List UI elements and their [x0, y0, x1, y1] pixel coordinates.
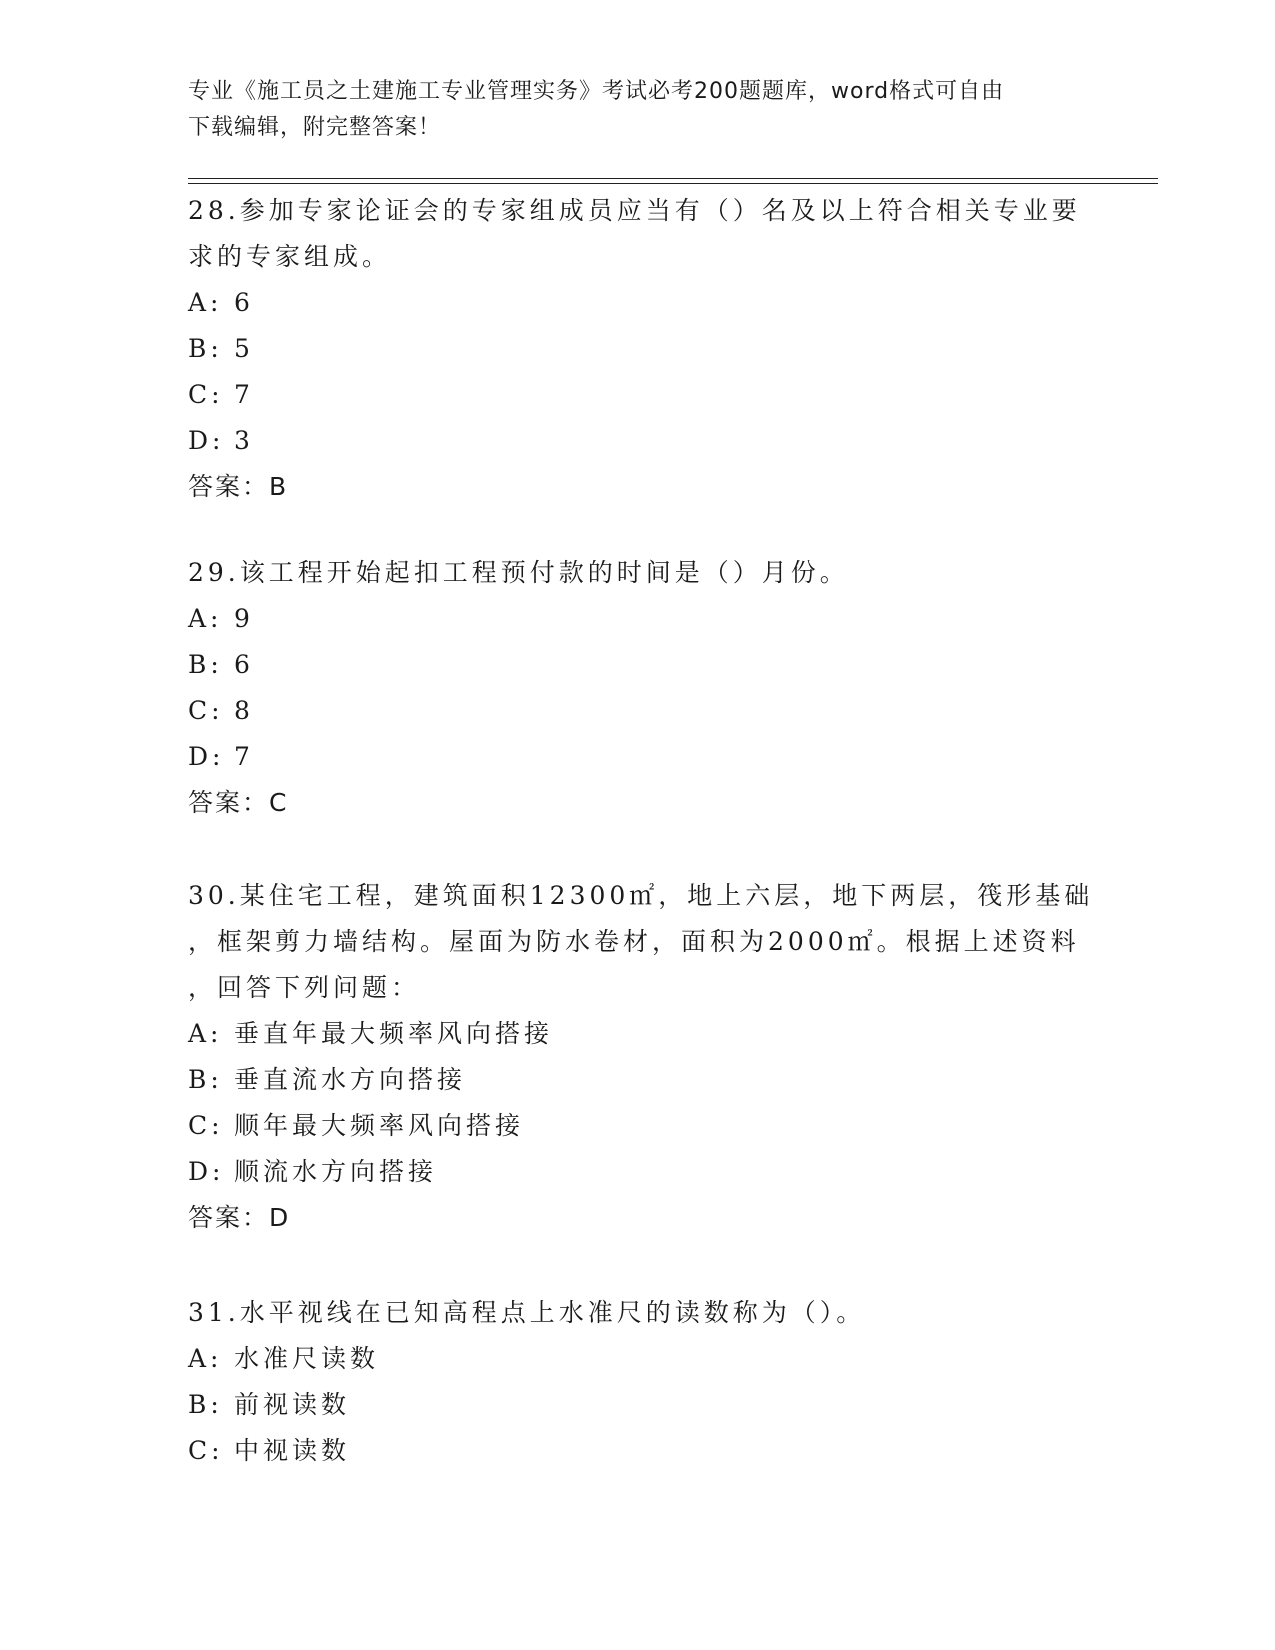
- option-d: [188, 1149, 1088, 1195]
- option-label: D:: [188, 742, 225, 771]
- question-29: [188, 550, 1088, 826]
- option-text: 垂直年最大频率风向搭接: [234, 1019, 554, 1048]
- question-28: [188, 188, 1088, 510]
- option-b: [188, 1382, 1088, 1428]
- option-text: 6: [234, 650, 254, 679]
- option-c: [188, 688, 1088, 734]
- option-d: [188, 418, 1088, 464]
- question-stem-line: 29.该工程开始起扣工程预付款的时间是（）月份。: [188, 558, 849, 587]
- question-stem-line: ，框架剪力墙结构。屋面为防水卷材，面积为2000㎡。根据上述资料: [188, 927, 1080, 956]
- option-text: 3: [234, 426, 254, 455]
- option-label: A:: [188, 1344, 223, 1373]
- option-a: [188, 280, 1088, 326]
- option-d: [188, 734, 1088, 780]
- option-text: 9: [234, 604, 254, 633]
- option-b: [188, 1057, 1088, 1103]
- option-c: [188, 1428, 1088, 1474]
- option-label: C:: [188, 696, 224, 725]
- header-line-1: 专业《施工员之土建施工专业管理实务》考试必考200题题库，word格式可自由: [188, 79, 1005, 104]
- option-label: A:: [188, 288, 223, 317]
- option-text: 水准尺读数: [234, 1344, 380, 1373]
- option-text: 中视读数: [234, 1436, 351, 1465]
- answer: 答案：D: [188, 1203, 291, 1232]
- option-a: [188, 1336, 1088, 1382]
- option-label: B:: [188, 1065, 223, 1094]
- question-30: [188, 873, 1094, 1241]
- option-label: D:: [188, 1157, 225, 1186]
- option-label: A:: [188, 604, 223, 633]
- option-c: [188, 372, 1088, 418]
- option-label: B:: [188, 650, 223, 679]
- question-31: [188, 1290, 1088, 1474]
- option-text: 垂直流水方向搭接: [234, 1065, 467, 1094]
- header-divider-bottom: [188, 183, 1158, 184]
- answer: 答案：B: [188, 472, 289, 501]
- option-b: [188, 642, 1088, 688]
- header-divider-top: [188, 178, 1158, 179]
- option-a: [188, 1011, 1088, 1057]
- option-text: 5: [234, 334, 254, 363]
- option-label: C:: [188, 1436, 224, 1465]
- option-b: [188, 326, 1088, 372]
- option-text: 前视读数: [234, 1390, 351, 1419]
- question-stem-line: 28.参加专家论证会的专家组成员应当有（）名及以上符合相关专业要: [188, 196, 1081, 225]
- question-stem-line: 31.水平视线在已知高程点上水准尺的读数称为（）。: [188, 1298, 866, 1327]
- question-stem-line: 求的专家组成。: [188, 242, 392, 271]
- option-text: 顺流水方向搭接: [234, 1157, 438, 1186]
- option-label: C:: [188, 380, 224, 409]
- option-text: 6: [234, 288, 254, 317]
- option-label: B:: [188, 334, 223, 363]
- option-label: C:: [188, 1111, 224, 1140]
- option-text: 8: [234, 696, 254, 725]
- document-header: [188, 74, 1068, 146]
- option-c: [188, 1103, 1088, 1149]
- option-text: 7: [234, 380, 254, 409]
- option-a: [188, 596, 1088, 642]
- option-text: 顺年最大频率风向搭接: [234, 1111, 525, 1140]
- question-stem-line: ，回答下列问题：: [188, 973, 421, 1002]
- header-line-2: 下载编辑，附完整答案！: [188, 115, 442, 140]
- option-label: B:: [188, 1390, 223, 1419]
- option-label: D:: [188, 426, 225, 455]
- answer: 答案：C: [188, 788, 289, 817]
- option-text: 7: [234, 742, 254, 771]
- option-label: A:: [188, 1019, 223, 1048]
- question-stem-line: 30.某住宅工程，建筑面积12300㎡，地上六层，地下两层，筏形基础: [188, 881, 1094, 910]
